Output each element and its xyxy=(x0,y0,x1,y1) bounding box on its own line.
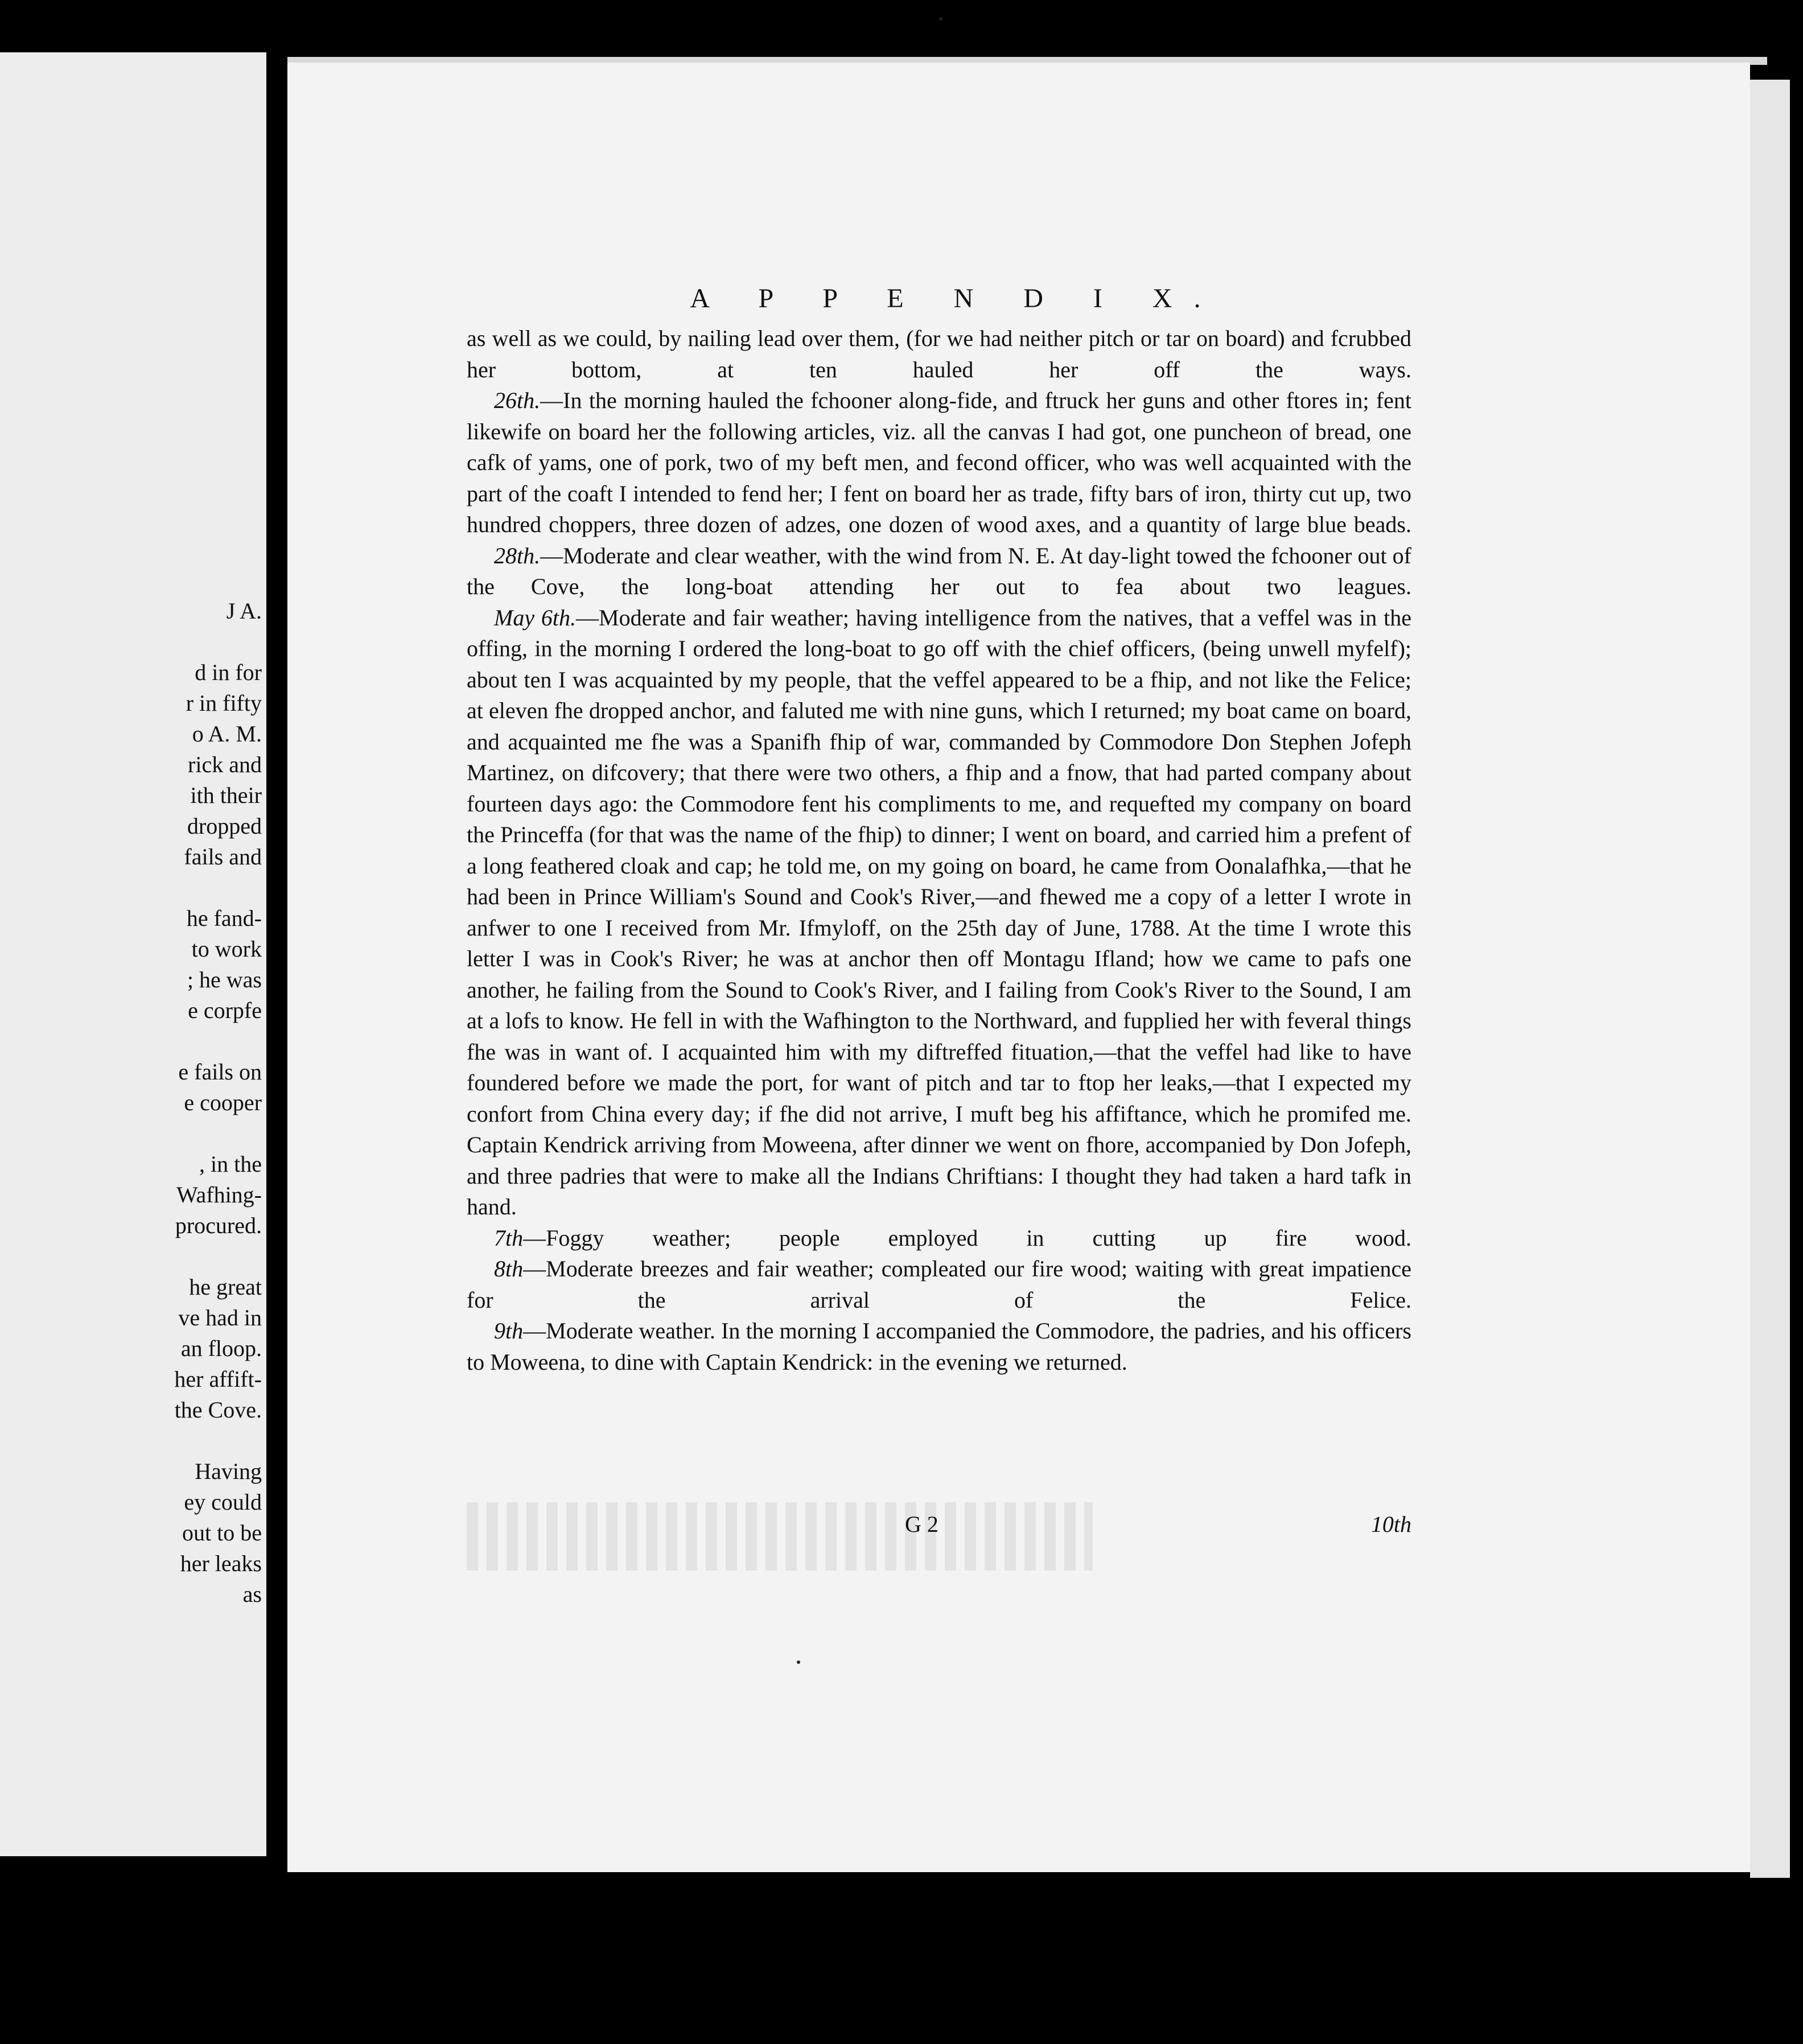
paragraph-text: —Moderate and fair weather; having intelligence from the natives, that a veffel was in the offing, in the morning I ordered the long-boat to go off with the chief officers, (being unwell myfelf); about ten I was acquainted by my people, that the veffel appeared to be a fhip, and not like the Felice; at eleven fhe dropped anchor, and faluted me with nine guns, which I returned; my boat came on board, and acquainted me fhe was a Spanifh fhip of war, commanded by Commodore Don Stephen Jofeph Martinez, on difcovery; that there were two others, a fhip and a fnow, that had parted company about fourteen days ago: the Commodore fent his compliments to me, and requefted my company on board the Princeffa (for that was the name of the fhip) to dinner; I went on board, and carried him a prefent of a long feathered cloak and cap; he told me, on my going on board, he came from Oonalafhka,—that he had been in Prince William's Sound and Cook's River,—and fhewed me a copy of a letter I wrote in anfwer to one I received from Mr. Ifmyloff, on the 25th day of June, 1788. At the time I wrote this letter I was in Cook's River; he was at anchor then off Montagu Ifland; how we came to pafs one another, he failing from the Sound to Cook's River, and I failing from Cook's River to the Sound, I am at a lofs to know. He fell in with the Wafhington to the Northward, and fupplied her with feveral things fhe was in want of. I acquainted him with my diftreffed fituation,—that the veffel had like to have foundered before we made the port, for want of pitch and tar to ftop her leaks,—that I expected my confort from China every day; if fhe did not arrive, I muft beg his affiftance, which he promifed me. Captain Kendrick arriving from Moweena, after dinner we went on fhore, accompanied by Don Jofeph, and three padries that were to make all the Indians Chriftians: I thought they had taken a hard tafk in hand. xyxy=(467,604,1411,1219)
facing-page-line: ; he was xyxy=(187,967,262,992)
facing-page-line xyxy=(23,627,262,657)
facing-page-line: r in fifty xyxy=(186,690,262,716)
facing-page-line: e fails on xyxy=(178,1059,262,1085)
page-heading: A P P E N D I X. xyxy=(690,283,1222,314)
catchword: 10th xyxy=(1370,1511,1411,1537)
facing-page-line: Having xyxy=(195,1458,262,1484)
paragraph-text: —Moderate and clear weather, with the wind from N. E. At day-light towed the fchooner out of the Cove, the long-boat attending her out to fea about two leagues. xyxy=(467,542,1411,599)
facing-page-line: out to be xyxy=(182,1520,262,1546)
paragraphs xyxy=(467,323,1411,1378)
facing-page-line: Wafhing- xyxy=(176,1182,262,1208)
paragraph xyxy=(467,603,1411,1223)
facing-page-line: as xyxy=(242,1581,262,1607)
paragraph xyxy=(467,1254,1411,1316)
paragraph xyxy=(467,1316,1411,1378)
facing-page-line: ith their xyxy=(190,782,262,808)
speck xyxy=(939,17,942,20)
facing-page-line: her leaks xyxy=(180,1551,262,1576)
facing-page-line: fails and xyxy=(184,844,262,869)
date-lead: 8th xyxy=(494,1256,524,1281)
facing-page-line: J A. xyxy=(226,598,262,624)
facing-page-line: ey could xyxy=(184,1489,262,1515)
paragraph xyxy=(467,541,1411,603)
signature-mark: G 2 xyxy=(905,1511,938,1537)
paragraph-text: as well as we could, by nailing lead over them, (for we had neither pitch or tar on board) and fcrubbed her bottom, at ten hauled her off the ways. xyxy=(467,325,1411,382)
date-lead: 28th. xyxy=(494,542,541,568)
date-lead: 9th xyxy=(494,1318,524,1344)
paragraph xyxy=(467,1223,1411,1254)
facing-page-line: o A. M. xyxy=(192,721,262,747)
page-footer xyxy=(467,1511,1411,1545)
facing-page-line: to work xyxy=(191,936,262,962)
facing-page-line: e cooper xyxy=(184,1090,262,1115)
page-right-edge xyxy=(1750,80,1790,1878)
facing-page-line: rick and xyxy=(188,752,262,777)
date-lead: 7th xyxy=(494,1225,524,1251)
facing-page-text xyxy=(23,596,262,1610)
facing-page-line xyxy=(23,1425,262,1456)
facing-page xyxy=(0,52,266,1856)
facing-page-line: e corpfe xyxy=(188,998,262,1023)
facing-page-line: procured. xyxy=(175,1213,262,1238)
paragraph-text: —Moderate breezes and fair weather; compleated our fire wood; waiting with great impatience for the arrival of the Felice. xyxy=(467,1256,1411,1313)
facing-page-line: dropped xyxy=(187,813,262,839)
facing-page-line: , in the xyxy=(199,1151,262,1177)
facing-page-line: d in for xyxy=(195,660,262,685)
date-lead: 26th. xyxy=(494,388,541,413)
speck xyxy=(797,1660,800,1664)
date-lead: May 6th. xyxy=(494,604,577,630)
facing-page-line xyxy=(23,1118,262,1149)
page-body xyxy=(467,279,1411,1378)
paragraph-text: —Foggy weather; people employed in cutting up fire wood. xyxy=(523,1225,1411,1251)
paragraph-text: —In the morning hauled the fchooner along-fide, and ftruck her guns and other ftores in; fent likewife on board her the following articles, viz. all the canvas I had got, one puncheon of bread, one cafk of yams, one of pork, two of my beft men, and fecond officer, who was well acquainted with the part of the coaft I intended to fend her; I fent on board her as trade, fifty bars of iron, thirty cut up, two hundred choppers, three dozen of adzes, one dozen of wood axes, and a quantity of large blue beads. xyxy=(467,388,1411,537)
facing-page-line xyxy=(23,1241,262,1272)
paragraph xyxy=(467,385,1411,541)
facing-page-line: he great xyxy=(189,1274,262,1300)
facing-page-line: he fand- xyxy=(186,905,262,931)
paragraph xyxy=(467,323,1411,385)
facing-page-line: her affift- xyxy=(174,1366,262,1392)
facing-page-line: the Cove. xyxy=(174,1397,262,1423)
facing-page-line: ve had in xyxy=(178,1305,262,1330)
facing-page-line: an floop. xyxy=(180,1336,262,1361)
facing-page-line xyxy=(23,1026,262,1057)
paragraph-text: —Moderate weather. In the morning I accompanied the Commodore, the padries, and his officers to Moweena, to dine with Captain Kendrick: in the evening we returned. xyxy=(467,1318,1411,1375)
facing-page-line xyxy=(23,872,262,903)
